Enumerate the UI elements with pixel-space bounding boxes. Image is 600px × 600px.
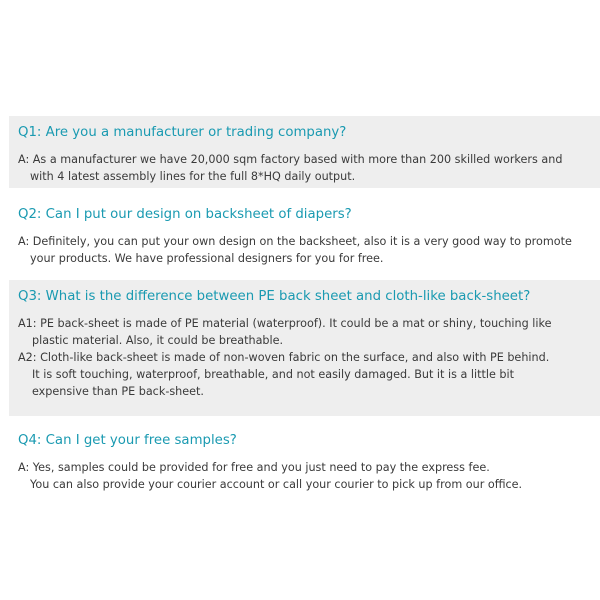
faq-question: Q3: What is the difference between PE back sheet and cloth-like back-sheet? bbox=[18, 289, 531, 304]
faq-question: Q4: Can I get your free samples? bbox=[18, 433, 237, 448]
answer-line: A1: PE back-sheet is made of PE material (waterproof). It could be a mat or shiny, touching like bbox=[18, 317, 552, 330]
answer-line: A: As a manufacturer we have 20,000 sqm factory based with more than 200 skilled workers and bbox=[18, 153, 563, 166]
answer-line: your products. We have professional designers for you for free. bbox=[30, 252, 384, 265]
faq-item-q1 bbox=[9, 116, 600, 188]
faq-item-q2 bbox=[9, 198, 600, 270]
faq-answer bbox=[18, 151, 600, 185]
answer-line: plastic material. Also, it could be breathable. bbox=[32, 334, 284, 347]
faq-item-q4 bbox=[9, 424, 600, 496]
faq-answer bbox=[18, 233, 600, 267]
answer-line: expensive than PE back-sheet. bbox=[32, 385, 204, 398]
answer-line: A: Definitely, you can put your own design on the backsheet, also it is a very good way to promote bbox=[18, 235, 572, 248]
answer-line: A: Yes, samples could be provided for free and you just need to pay the express fee. bbox=[18, 461, 490, 474]
faq-item-q3 bbox=[9, 280, 600, 416]
faq-question: Q2: Can I put our design on backsheet of diapers? bbox=[18, 207, 352, 222]
faq-answer bbox=[18, 315, 600, 400]
faq-answer bbox=[18, 459, 600, 493]
answer-line: with 4 latest assembly lines for the full 8*HQ daily output. bbox=[30, 170, 356, 183]
answer-line: It is soft touching, waterproof, breathable, and not easily damaged. But it is a little bit bbox=[32, 368, 515, 381]
answer-line: You can also provide your courier account or call your courier to pick up from our office. bbox=[30, 478, 523, 491]
faq-question: Q1: Are you a manufacturer or trading company? bbox=[18, 125, 347, 140]
answer-line: A2: Cloth-like back-sheet is made of non-woven fabric on the surface, and also with PE behind. bbox=[18, 351, 550, 364]
